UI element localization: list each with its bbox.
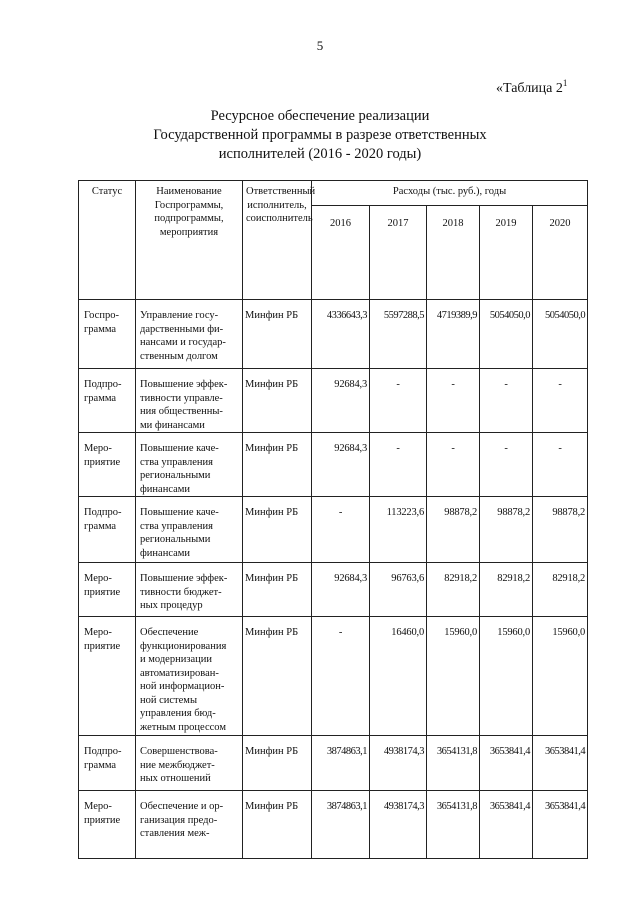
value-cell-2019: - xyxy=(480,369,533,433)
name-line: Обеспечение xyxy=(140,627,199,638)
document-title xyxy=(0,107,640,164)
status-line: Меро- xyxy=(84,443,112,454)
executor-cell: Минфин РБ xyxy=(243,563,312,617)
name-line: автоматизирован- xyxy=(140,667,219,679)
header-year: 2017 xyxy=(370,206,427,300)
header-year: 2016 xyxy=(312,206,370,300)
status-cell xyxy=(79,497,136,563)
title-line: Государственной программы в разрезе ответственных xyxy=(153,127,487,143)
status-cell xyxy=(79,369,136,433)
value-cell-2018: - xyxy=(427,369,480,433)
value-cell-2017: 96763,6 xyxy=(370,563,427,617)
value-cell-2018: 3654131,8 xyxy=(427,791,480,859)
value-cell-2019: 3653841,4 xyxy=(480,736,533,791)
table-label-text: «Таблица 2 xyxy=(496,81,563,96)
name-line: финансами xyxy=(140,547,191,559)
page-number: 5 xyxy=(316,38,324,53)
executor-cell: Минфин РБ xyxy=(243,736,312,791)
name-cell xyxy=(136,369,243,433)
value-cell-2017: - xyxy=(370,369,427,433)
status-cell xyxy=(79,433,136,497)
executor-cell: Минфин РБ xyxy=(243,791,312,859)
header-name: Наименование Госпрограммы, подпрограммы, мероприятия xyxy=(136,181,243,300)
name-line: Совершенствова- xyxy=(140,746,218,757)
status-line: грамма xyxy=(84,759,117,771)
value-cell-2018: 3654131,8 xyxy=(427,736,480,791)
table-row xyxy=(79,791,588,859)
value-cell-2017: 5597288,5 xyxy=(370,300,427,369)
name-line: ства управления xyxy=(140,456,213,468)
name-line: региональными xyxy=(140,470,211,481)
status-line: Подпро- xyxy=(84,379,122,390)
value-cell-2018: - xyxy=(427,433,480,497)
name-line: ства управления xyxy=(140,520,213,532)
name-cell xyxy=(136,497,243,563)
value-cell-2017: - xyxy=(370,433,427,497)
name-cell xyxy=(136,300,243,369)
value-cell-2016: - xyxy=(312,497,370,563)
name-line: ми финансами xyxy=(140,419,205,431)
name-line: нансами и государ- xyxy=(140,337,226,348)
value-cell-2016: - xyxy=(312,617,370,736)
title-line: исполнителей (2016 - 2020 годы) xyxy=(218,146,422,162)
value-cell-2016: 92684,3 xyxy=(312,433,370,497)
value-cell-2016: 92684,3 xyxy=(312,563,370,617)
executor-cell: Минфин РБ xyxy=(243,433,312,497)
value-cell-2018: 15960,0 xyxy=(427,617,480,736)
table-row xyxy=(79,563,588,617)
value-cell-2017: 4938174,3 xyxy=(370,791,427,859)
table-label xyxy=(496,78,567,97)
name-line: ственным долгом xyxy=(140,350,218,362)
value-cell-2018: 4719389,9 xyxy=(427,300,480,369)
name-line: ние межбюджет- xyxy=(140,759,215,771)
value-cell-2016: 3874863,1 xyxy=(312,791,370,859)
table-row xyxy=(79,617,588,736)
status-cell xyxy=(79,791,136,859)
name-cell xyxy=(136,791,243,859)
table-label-superscript: 1 xyxy=(562,78,568,88)
value-cell-2020: 98878,2 xyxy=(533,497,588,563)
name-line: Обеспечение и ор- xyxy=(140,801,224,812)
status-line: приятие xyxy=(84,586,121,598)
name-cell xyxy=(136,736,243,791)
executor-cell: Минфин РБ xyxy=(243,369,312,433)
name-line: Повышение каче- xyxy=(140,443,219,454)
value-cell-2020: 3653841,4 xyxy=(533,736,588,791)
name-line: ных процедур xyxy=(140,600,203,611)
status-line: Подпро- xyxy=(84,507,122,518)
status-cell xyxy=(79,617,136,736)
title-line: Ресурсное обеспечение реализации xyxy=(210,108,430,124)
name-line: управления бюд- xyxy=(140,708,216,719)
table-row xyxy=(79,497,588,563)
name-line: Управление госу- xyxy=(140,310,219,321)
name-line: региональными xyxy=(140,534,211,545)
value-cell-2019: 82918,2 xyxy=(480,563,533,617)
name-line: ганизация предо- xyxy=(140,814,218,826)
status-line: Меро- xyxy=(84,801,112,812)
value-cell-2018: 82918,2 xyxy=(427,563,480,617)
header-year: 2020 xyxy=(533,206,588,300)
table-row xyxy=(79,736,588,791)
name-cell xyxy=(136,563,243,617)
name-line: ния общественны- xyxy=(140,406,223,417)
value-cell-2016: 4336643,3 xyxy=(312,300,370,369)
name-line: ставления меж- xyxy=(140,828,210,839)
name-line: дарственными фи- xyxy=(140,323,224,335)
name-line: ной системы xyxy=(140,694,198,706)
name-line: финансами xyxy=(140,483,191,495)
header-row xyxy=(79,181,588,206)
status-cell xyxy=(79,300,136,369)
name-line: тивности управле- xyxy=(140,392,223,404)
status-cell xyxy=(79,563,136,617)
header-executor: Ответственный исполнитель, соисполнитель xyxy=(243,181,312,300)
executor-cell: Минфин РБ xyxy=(243,617,312,736)
status-line: Меро- xyxy=(84,627,112,638)
status-line: грамма xyxy=(84,520,117,532)
executor-cell: Минфин РБ xyxy=(243,497,312,563)
value-cell-2020: 5054050,0 xyxy=(533,300,588,369)
name-line: тивности бюджет- xyxy=(140,586,222,598)
value-cell-2019: 3653841,4 xyxy=(480,791,533,859)
table-row xyxy=(79,300,588,369)
value-cell-2020: 82918,2 xyxy=(533,563,588,617)
value-cell-2016: 92684,3 xyxy=(312,369,370,433)
status-line: приятие xyxy=(84,456,121,468)
status-cell xyxy=(79,736,136,791)
header-year: 2019 xyxy=(480,206,533,300)
status-line: приятие xyxy=(84,814,121,826)
status-line: Меро- xyxy=(84,573,112,584)
executor-cell: Минфин РБ xyxy=(243,300,312,369)
value-cell-2019: 5054050,0 xyxy=(480,300,533,369)
table-row xyxy=(79,433,588,497)
name-line: ной информацион- xyxy=(140,681,225,692)
header-expenses: Расходы (тыс. руб.), годы xyxy=(312,181,588,206)
status-line: приятие xyxy=(84,640,121,652)
name-line: функционирования xyxy=(140,640,227,652)
value-cell-2017: 4938174,3 xyxy=(370,736,427,791)
resource-table xyxy=(78,180,588,859)
value-cell-2020: - xyxy=(533,369,588,433)
name-line: жетным процессом xyxy=(140,721,226,733)
name-line: Повышение эффек- xyxy=(140,573,228,584)
value-cell-2017: 16460,0 xyxy=(370,617,427,736)
value-cell-2018: 98878,2 xyxy=(427,497,480,563)
name-line: и модернизации xyxy=(140,654,212,665)
status-line: Подпро- xyxy=(84,746,122,757)
value-cell-2020: 15960,0 xyxy=(533,617,588,736)
value-cell-2019: 15960,0 xyxy=(480,617,533,736)
header-year: 2018 xyxy=(427,206,480,300)
header-status: Статус xyxy=(79,181,136,300)
table-row xyxy=(79,369,588,433)
status-line: Госпро- xyxy=(84,310,119,321)
status-line: грамма xyxy=(84,392,117,404)
value-cell-2020: 3653841,4 xyxy=(533,791,588,859)
value-cell-2016: 3874863,1 xyxy=(312,736,370,791)
name-line: Повышение эффек- xyxy=(140,379,228,390)
name-line: ных отношений xyxy=(140,773,211,784)
status-line: грамма xyxy=(84,323,117,335)
name-cell xyxy=(136,617,243,736)
value-cell-2019: - xyxy=(480,433,533,497)
value-cell-2019: 98878,2 xyxy=(480,497,533,563)
value-cell-2017: 113223,6 xyxy=(370,497,427,563)
value-cell-2020: - xyxy=(533,433,588,497)
name-line: Повышение каче- xyxy=(140,507,219,518)
name-cell xyxy=(136,433,243,497)
